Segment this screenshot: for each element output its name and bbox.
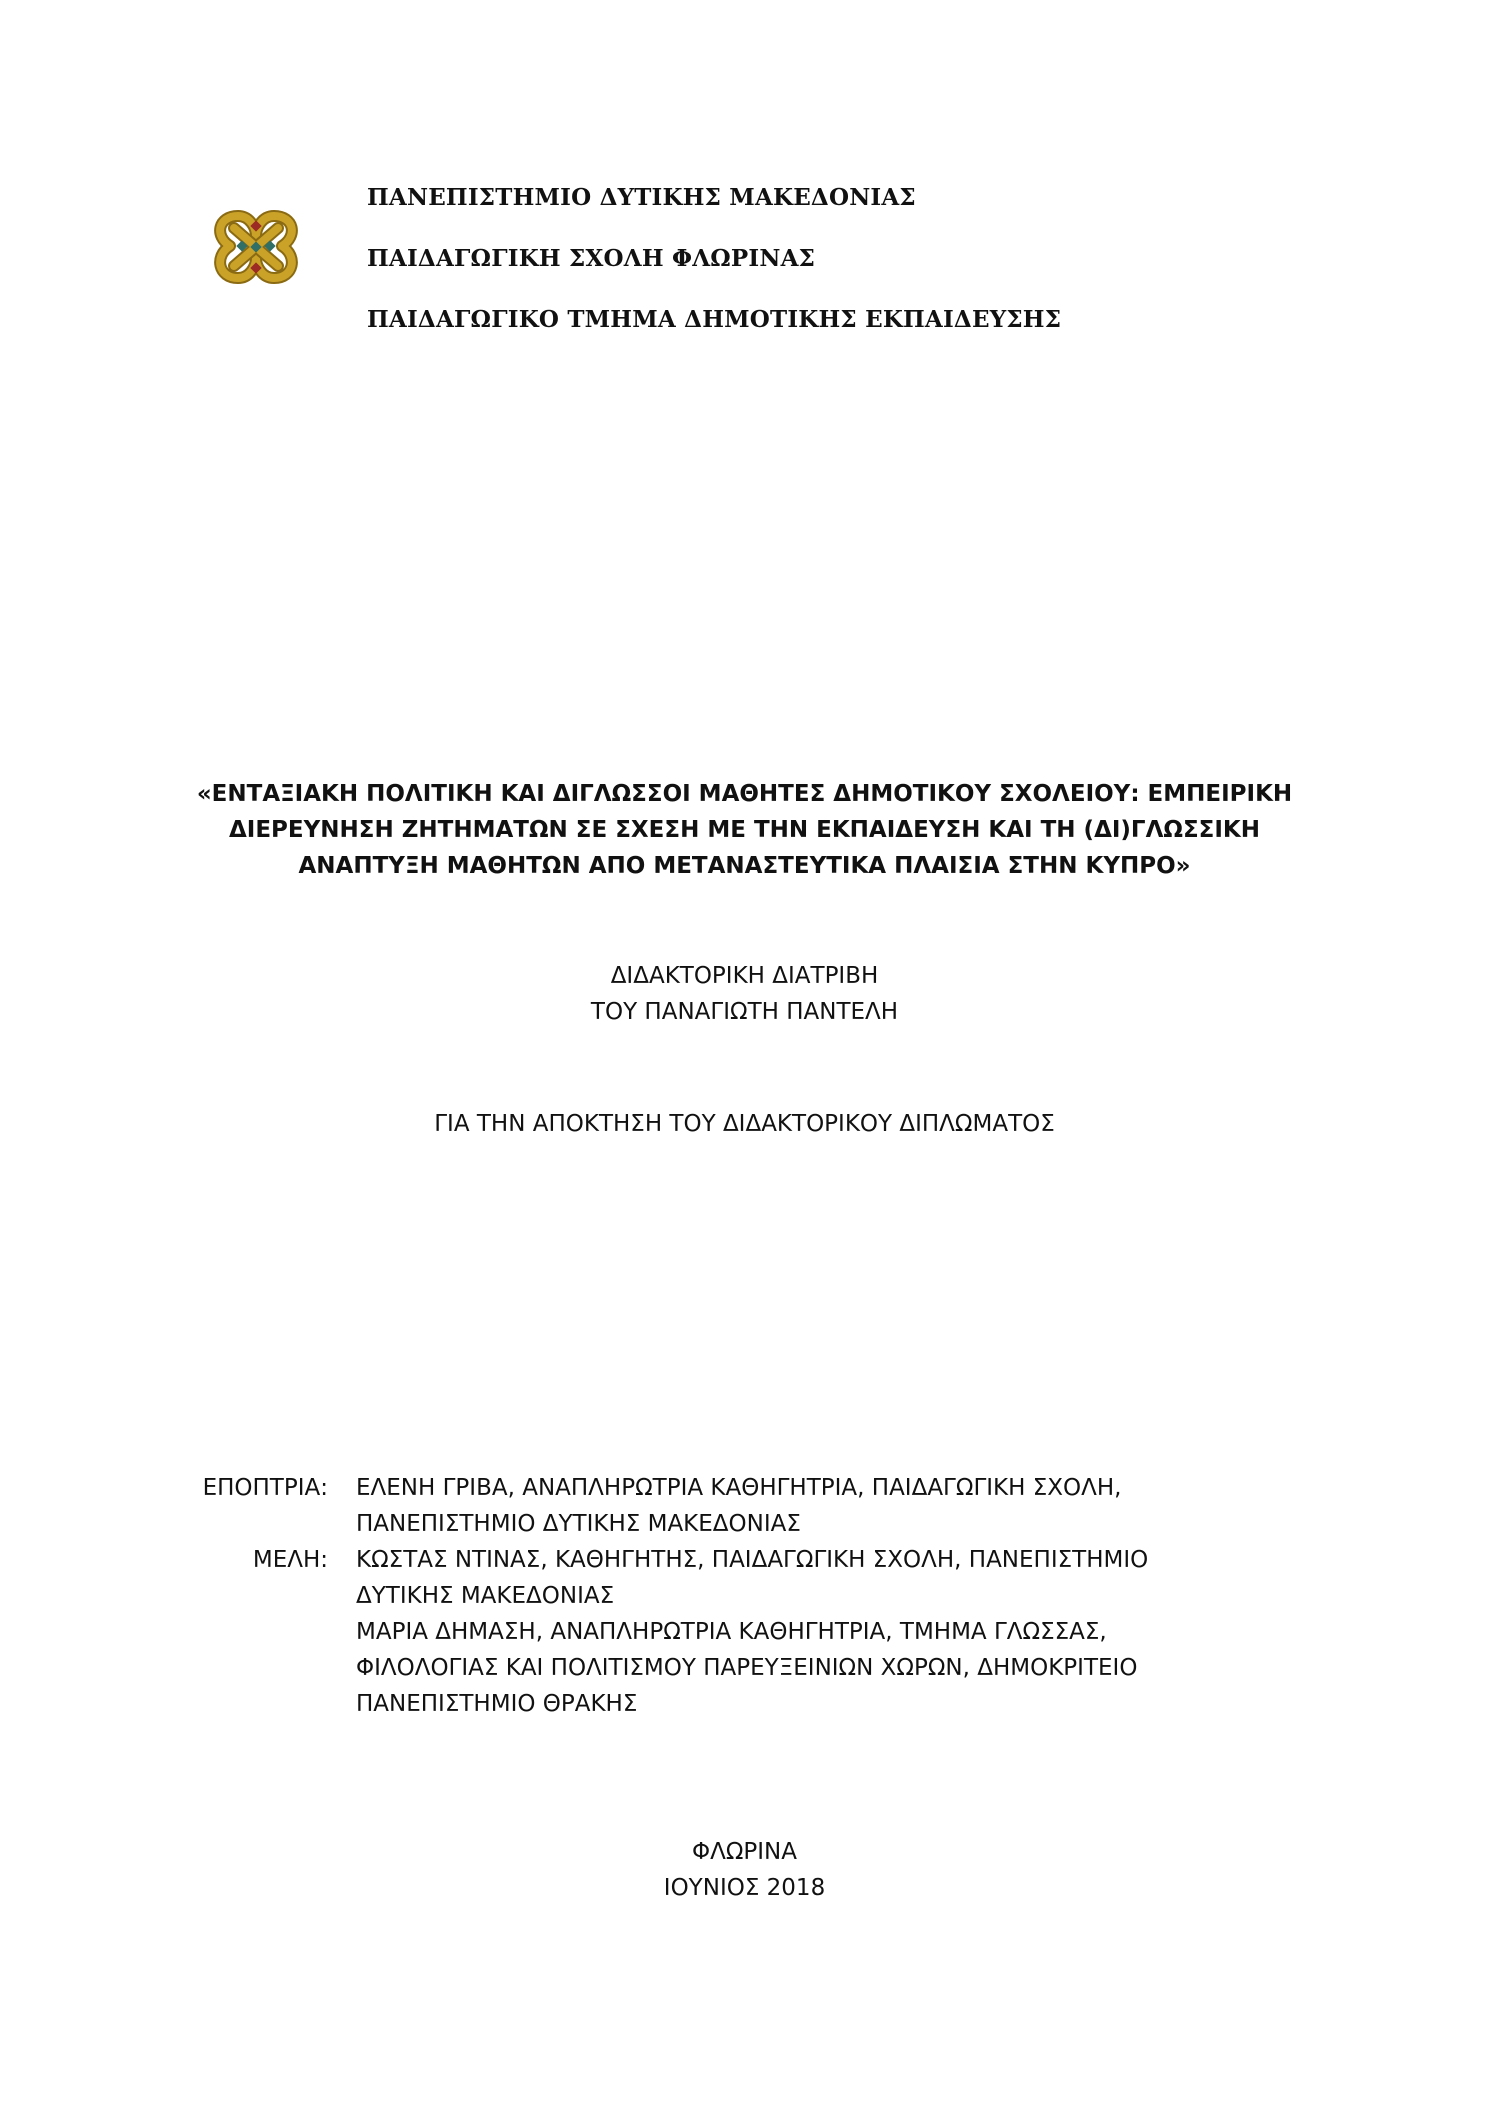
member-line: ΔΥΤΙΚΗΣ ΜΑΚΕΔΟΝΙΑΣ <box>356 1583 615 1609</box>
city: ΦΛΩΡΙΝΑ <box>691 1839 797 1865</box>
date: ΙΟΥΝΙΟΣ 2018 <box>663 1875 826 1901</box>
thesis-title <box>150 776 1339 884</box>
supervisor-row <box>150 1470 1339 1542</box>
member-line: ΠΑΝΕΠΙΣΤΗΜΙΟ ΘΡΑΚΗΣ <box>356 1691 638 1717</box>
thesis-title-line: ΔΙΕΡΕΥΝΗΣΗ ΖΗΤΗΜΑΤΩΝ ΣΕ ΣΧΕΣΗ ΜΕ ΤΗΝ ΕΚΠΑΙΔΕΥΣΗ ΚΑΙ ΤΗ (ΔΙ)ΓΛΩΣΣΙΚΗ <box>228 817 1260 843</box>
supervisor-line: ΕΛΕΝΗ ΓΡΙΒΑ, ΑΝΑΠΛΗΡΩΤΡΙΑ ΚΑΘΗΓΗΤΡΙΑ, ΠΑΙΔΑΓΩΓΙΚΗ ΣΧΟΛΗ, <box>356 1475 1122 1501</box>
department-name: ΠΑΙΔΑΓΩΓΙΚΟ ΤΜΗΜΑ ΔΗΜΟΤΙΚΗΣ ΕΚΠΑΙΔΕΥΣΗΣ <box>367 306 1062 333</box>
thesis-author: ΤΟΥ ΠΑΝΑΓΙΩΤΗ ΠΑΝΤΕΛΗ <box>590 999 899 1025</box>
school-name: ΠΑΙΔΑΓΩΓΙΚΗ ΣΧΟΛΗ ΦΛΩΡΙΝΑΣ <box>367 245 816 272</box>
thesis-type: ΔΙΔΑΚΤΟΡΙΚΗ ΔΙΑΤΡΙΒΗ <box>610 963 879 989</box>
member-line: ΜΑΡΙΑ ΔΗΜΑΣΗ, ΑΝΑΠΛΗΡΩΤΡΙΑ ΚΑΘΗΓΗΤΡΙΑ, ΤΜΗΜΑ ΓΛΩΣΣΑΣ, <box>356 1619 1107 1645</box>
supervisor-label: ΕΠΟΠΤΡΙΑ: <box>202 1475 328 1501</box>
thesis-title-line: «ΕΝΤΑΞΙΑΚΗ ΠΟΛΙΤΙΚΗ ΚΑΙ ΔΙΓΛΩΣΣΟΙ ΜΑΘΗΤΕΣ ΔΗΜΟΤΙΚΟΥ ΣΧΟΛΕΙΟΥ: ΕΜΠΕΙΡΙΚΗ <box>196 781 1293 807</box>
committee-block <box>150 1470 1339 1722</box>
thesis-title-line: ΑΝΑΠΤΥΞΗ ΜΑΘΗΤΩΝ ΑΠΟ ΜΕΤΑΝΑΣΤΕΥΤΙΚΑ ΠΛΑΙΣΙΑ ΣΤΗΝ ΚΥΠΡΟ» <box>298 853 1191 879</box>
thesis-purpose: ΓΙΑ ΤΗΝ ΑΠΟΚΤΗΣΗ ΤΟΥ ΔΙΔΑΚΤΟΡΙΚΟΥ ΔΙΠΛΩΜΑΤΟΣ <box>434 1111 1055 1137</box>
supervisor-details <box>356 1470 1339 1542</box>
members-details <box>356 1542 1339 1722</box>
university-knot-logo-icon <box>208 206 304 288</box>
members-label: ΜΕΛΗ: <box>252 1547 328 1573</box>
member-line: ΦΙΛΟΛΟΓΙΑΣ ΚΑΙ ΠΟΛΙΤΙΣΜΟΥ ΠΑΡΕΥΞΕΙΝΙΩΝ ΧΩΡΩΝ, ΔΗΜΟΚΡΙΤΕΙΟ <box>356 1655 1138 1681</box>
supervisor-line: ΠΑΝΕΠΙΣΤΗΜΙΟ ΔΥΤΙΚΗΣ ΜΑΚΕΔΟΝΙΑΣ <box>356 1511 801 1537</box>
member-line: ΚΩΣΤΑΣ ΝΤΙΝΑΣ, ΚΑΘΗΓΗΤΗΣ, ΠΑΙΔΑΓΩΓΙΚΗ ΣΧΟΛΗ, ΠΑΝΕΠΙΣΤΗΜΙΟ <box>356 1547 1149 1573</box>
university-name: ΠΑΝΕΠΙΣΤΗΜΙΟ ΔΥΤΙΚΗΣ ΜΑΚΕΔΟΝΙΑΣ <box>367 184 916 211</box>
members-row <box>150 1542 1339 1722</box>
